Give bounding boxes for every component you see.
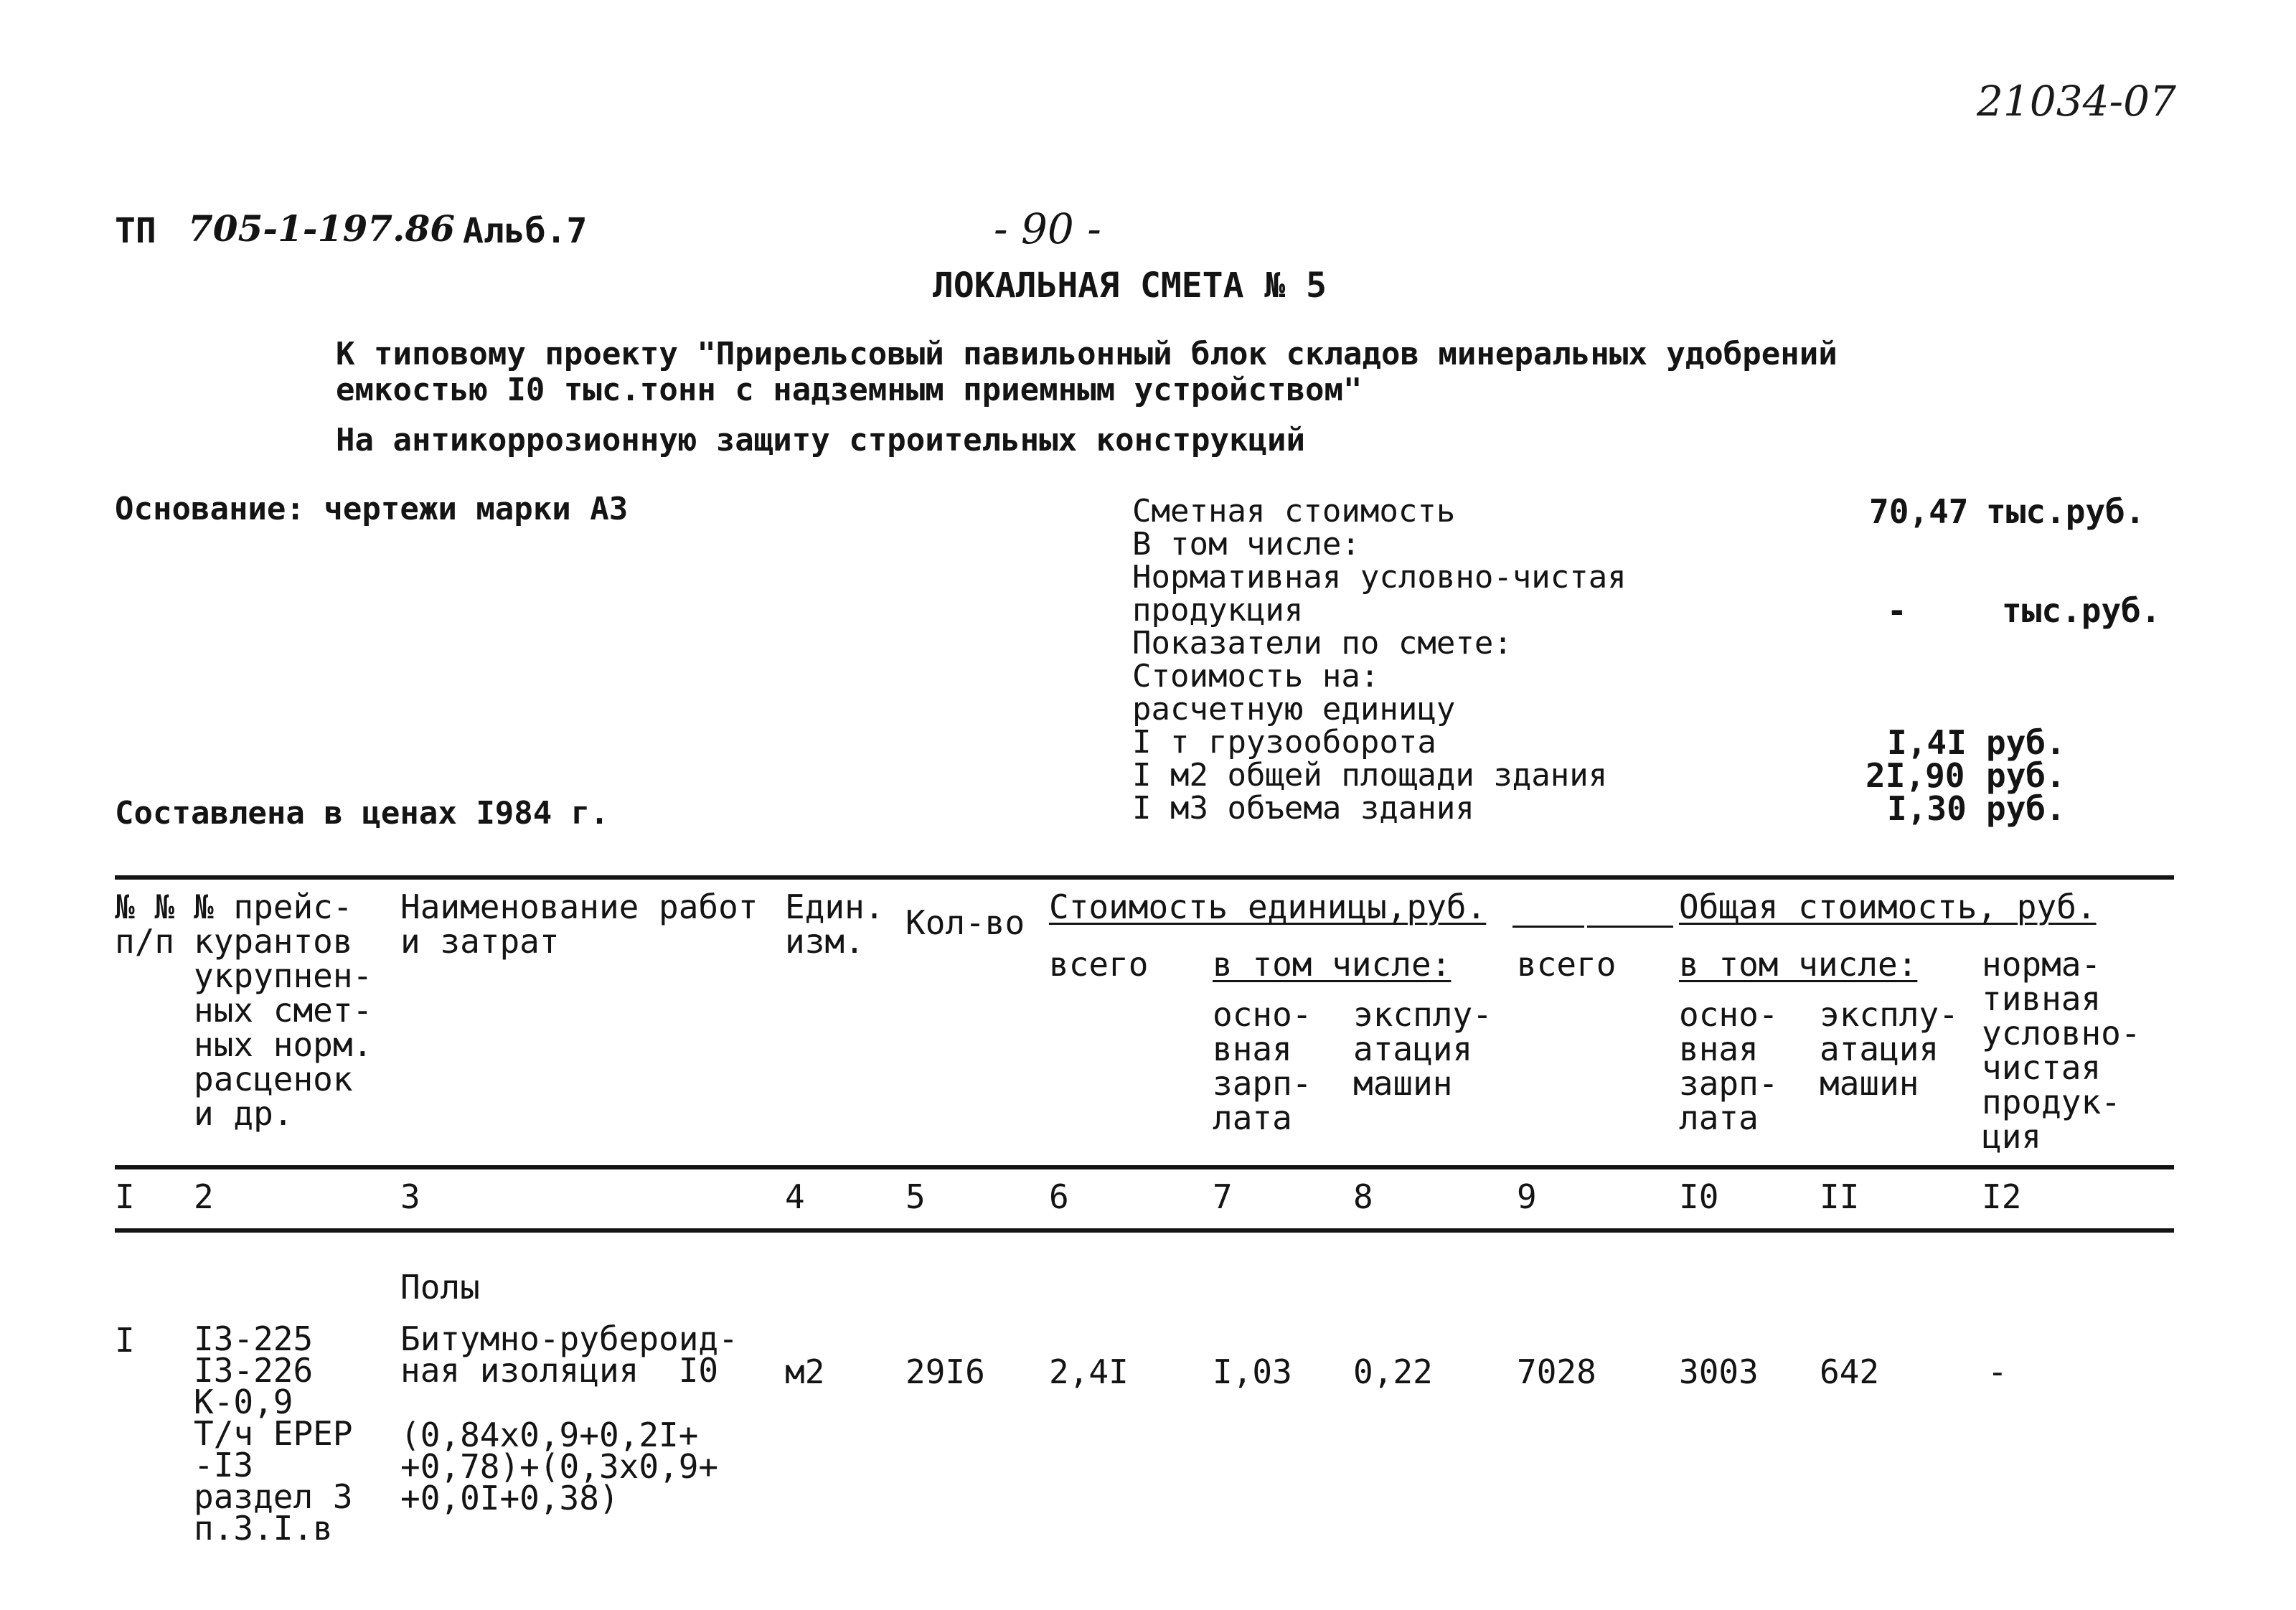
per-m3-unit: руб. xyxy=(1986,789,2066,828)
doc-title: ЛОКАЛЬНАЯ СМЕТА № 5 xyxy=(933,265,1327,306)
column-number: 6 xyxy=(1049,1177,1069,1216)
per-m2-value: 2I,90 xyxy=(1866,756,1965,795)
summary-label: В том числе: xyxy=(1132,526,1360,562)
row-unit-total: 2,4I xyxy=(1049,1352,1129,1391)
per-ton-value: I,4I xyxy=(1887,723,1967,762)
section-title: Полы xyxy=(400,1268,480,1307)
ncp-value: - xyxy=(1887,591,1907,630)
summary-label: I м3 объема здания xyxy=(1132,790,1474,827)
album-number: Альб.7 xyxy=(463,211,588,251)
row-total-machines: 642 xyxy=(1820,1352,1880,1391)
basis: Основание: чертежи марки АЗ xyxy=(115,491,629,527)
row-normative-product: - xyxy=(1987,1352,2008,1391)
header-total-machines: эксплу- атация машин xyxy=(1820,995,1959,1103)
row-unit: м2 xyxy=(785,1352,825,1391)
table-top-rule xyxy=(115,875,2174,880)
doc-code: 705-1-197.86 xyxy=(188,207,456,250)
column-number: 5 xyxy=(905,1177,926,1216)
row-total-wages: 3003 xyxy=(1679,1352,1759,1391)
subject-line-3: На антикоррозионную защиту строительных конструкций xyxy=(336,422,1306,458)
header-total-cost-group: Общая стоимость, руб. xyxy=(1679,888,2097,926)
column-number: I0 xyxy=(1679,1177,1719,1216)
header-unit-machines: эксплу- атация машин xyxy=(1353,995,1492,1103)
header-unit: Един. изм. xyxy=(785,888,885,961)
summary-labels xyxy=(1132,495,1627,825)
column-number: 4 xyxy=(785,1177,805,1216)
header-unit-cost-group: Стоимость единицы,руб. xyxy=(1049,888,1487,926)
column-number: I2 xyxy=(1982,1177,2022,1216)
subject-line-1: К типовому проекту "Прирельсовый павильонный блок складов минеральных удобрений xyxy=(336,336,1838,372)
doc-code-prefix: ТП xyxy=(115,211,156,251)
column-number: 9 xyxy=(1517,1177,1537,1216)
per-ton-unit: руб. xyxy=(1986,723,2066,762)
summary-label: I т грузооборота xyxy=(1132,724,1436,761)
row-number: I xyxy=(115,1321,135,1360)
header-total-total: всего xyxy=(1517,945,1617,984)
row-price-ref: I3-225 I3-226 К-0,9 Т/ч ЕРЕР -I3 раздел 3 п.3.I.в xyxy=(194,1319,353,1548)
summary-label: Показатели по смете: xyxy=(1132,625,1512,662)
column-number: II xyxy=(1820,1177,1860,1216)
header-quantity: Кол-во xyxy=(905,903,1025,942)
summary-label: продукция xyxy=(1132,592,1304,629)
per-m3-value: I,30 xyxy=(1887,789,1967,828)
estimated-cost-value: 70,47 xyxy=(1869,492,1969,531)
summary-label: Нормативная условно-чистая xyxy=(1132,559,1627,595)
row-quantity: 29I6 xyxy=(905,1352,985,1391)
header-work-name: Наименование работ и затрат xyxy=(400,888,758,961)
header-unit-wages: осно- вная зарп- лата xyxy=(1213,995,1312,1137)
page-number: - 90 - xyxy=(994,204,1101,253)
subject-line-2: емкостью I0 тыс.тонн с надземным приемным устройством" xyxy=(336,372,1363,408)
column-number: 3 xyxy=(400,1177,420,1216)
header-total-cost-rule xyxy=(1587,926,1673,928)
summary-label: расчетную единицу xyxy=(1132,691,1456,728)
column-number: 8 xyxy=(1353,1177,1373,1216)
header-total-including: в том числе: xyxy=(1679,945,1918,984)
archive-stamp: 21034-07 xyxy=(1977,77,2176,126)
header-total-wages: осно- вная зарп- лата xyxy=(1679,995,1779,1137)
prices-note: Составлена в ценах I984 г. xyxy=(115,795,609,832)
header-unit-total: всего xyxy=(1049,945,1149,984)
summary-label: Стоимость на: xyxy=(1132,658,1380,695)
row-calculation: (0,84х0,9+0,2I+ +0,78)+(0,3х0,9+ +0,0I+0,38) xyxy=(400,1416,719,1517)
header-normative-product: норма- тивная условно- чистая продук- ция xyxy=(1982,945,2141,1156)
per-m2-unit: руб. xyxy=(1986,756,2066,795)
column-number: 2 xyxy=(194,1177,214,1216)
header-bottom-rule xyxy=(115,1165,2174,1169)
column-number: 7 xyxy=(1213,1177,1233,1216)
header-unit-including: в том числе: xyxy=(1213,945,1452,984)
header-unit-cost-rule xyxy=(1512,926,1584,928)
row-unit-machines: 0,22 xyxy=(1353,1352,1433,1391)
row-unit-wages: I,03 xyxy=(1213,1352,1292,1391)
header-row-number: № № п/п xyxy=(115,888,175,961)
ncp-unit: тыс.руб. xyxy=(2002,591,2161,630)
numbers-bottom-rule xyxy=(115,1228,2174,1233)
row-total: 7028 xyxy=(1517,1352,1596,1391)
header-price-ref: № прейс- курантов укрупнен- ных смет- ных норм. расценок и др. xyxy=(194,888,373,1133)
summary-label: I м2 общей площади здания xyxy=(1132,757,1608,794)
column-number: I xyxy=(115,1177,135,1216)
estimated-cost-unit: тыс.руб. xyxy=(1986,492,2145,531)
summary-label: Сметная стоимость xyxy=(1132,493,1456,529)
row-work-name: Битумно-рубероид- ная изоляция I0 xyxy=(400,1319,738,1390)
